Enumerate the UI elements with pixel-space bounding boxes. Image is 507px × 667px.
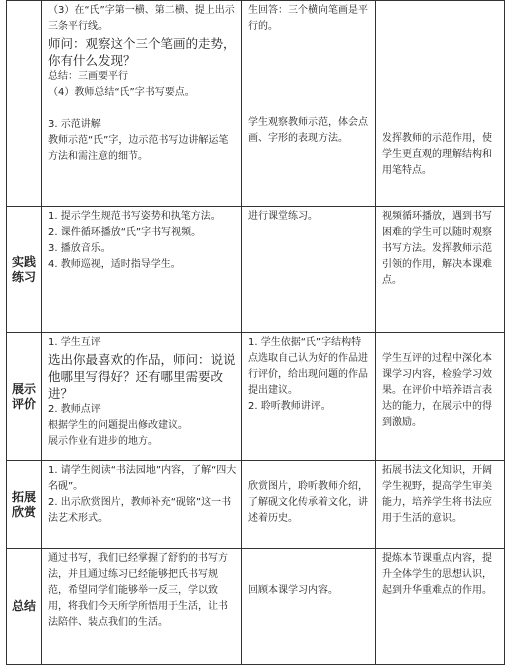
- spacer: [248, 51, 371, 67]
- stage-cell: 总结: [7, 549, 42, 665]
- student-activity-cell: [242, 549, 376, 665]
- cell-paragraph: 1. 学生依据“氏”字结构特点选取自己认为好的作品进行评价，给出现问题的作品提出建议。: [248, 337, 368, 396]
- teacher-activity-cell: [42, 549, 242, 665]
- cell-paragraph: 通过书写，我们已经掌握了舒豹的书写方法，并且通过练习已经能够把氏书写规范，希望同学们能够举一反三，学以致用，将我们今天所学所悟用于生活，让书法陪伴、装点我们的生活。: [48, 553, 228, 628]
- cell-paragraph: 教师示范“氏”字，边示范书写边讲解运笔方法和需注意的细节。: [48, 135, 229, 162]
- spacer: [248, 67, 371, 83]
- cell-paragraph: 2. 教师点评: [48, 404, 101, 415]
- cell-paragraph: 欣赏图片，聆听教师介绍，了解砚文化传承着文化，讲述着历史。: [248, 481, 368, 524]
- teacher-activity-cell: [42, 461, 242, 549]
- lesson-plan-table: [6, 0, 505, 665]
- cell-paragraph: 根据学生的问题提出修改建议。: [48, 420, 188, 431]
- spacer: [248, 35, 371, 51]
- stage-cell: 拓展 欣赏: [7, 461, 42, 549]
- spacer: [248, 463, 371, 479]
- stage-cell: [7, 1, 42, 207]
- cell-paragraph: 2. 课件循环播放“氏”字书写视频。: [48, 227, 202, 238]
- cell-paragraph: 回顾本课学习内容。: [248, 585, 338, 596]
- cell-paragraph: 2. 出示欣赏图片，教师补充“砚铭”这一书法艺术形式。: [48, 497, 232, 524]
- cell-paragraph: 2. 聆听教师讲评。: [248, 401, 331, 412]
- cell-paragraph: 展示作业有进步的地方。: [48, 436, 158, 447]
- spacer: [382, 35, 500, 51]
- cell-paragraph: 1. 请学生阅读“书法园地”内容，了解“四大名砚”。: [48, 465, 237, 492]
- cell-paragraph: 进行课堂练习。: [248, 211, 318, 222]
- cell-paragraph: 师问：观察这个三个笔画的走势，你有什么发现？: [48, 36, 236, 68]
- cell-paragraph: 1. 学生互评: [48, 337, 101, 348]
- spacer: [382, 51, 500, 67]
- cell-paragraph: 学生观察教师示范，体会点画、字形的表现方法。: [248, 117, 368, 144]
- spacer: [382, 115, 500, 131]
- table-row: [7, 549, 505, 665]
- spacer: [382, 3, 500, 19]
- design-intent-cell: [376, 207, 505, 333]
- spacer: [248, 83, 371, 99]
- cell-paragraph: 4. 教师巡视，适时指导学生。: [48, 259, 181, 270]
- student-activity-cell: [242, 461, 376, 549]
- design-intent-cell: [376, 333, 505, 461]
- cell-paragraph: 视频循环播放，遇到书写困难的学生可以随时观察书写方法。发挥教师示范引领的作用，解决本课难点。: [382, 211, 492, 286]
- stage-cell: 实践 练习: [7, 207, 42, 333]
- spacer: [248, 99, 371, 115]
- spacer: [382, 19, 500, 35]
- spacer: [382, 99, 500, 115]
- design-intent-cell: [376, 461, 505, 549]
- spacer: [248, 567, 371, 583]
- design-intent-cell: [376, 549, 505, 665]
- teacher-activity-cell: [42, 207, 242, 333]
- cell-paragraph: 生回答：三个横向笔画是平行的。: [248, 5, 368, 32]
- student-activity-cell: [242, 1, 376, 207]
- cell-paragraph: （3）在“氏”字第一横、第二横、提上出示三条平行线。: [48, 5, 235, 32]
- spacer: [382, 83, 500, 99]
- student-activity-cell: [242, 333, 376, 461]
- cell-paragraph: 拓展书法文化知识，开阔学生视野，提高学生审美能力，培养学生将书法应用于生活的意识。: [382, 465, 492, 524]
- table-row: [7, 207, 505, 333]
- cell-paragraph: 发挥教师的示范作用，使学生更直观的理解结构和用笔特点。: [382, 133, 492, 176]
- design-intent-cell: [376, 1, 505, 207]
- cell-paragraph: 3. 播放音乐。: [48, 243, 111, 254]
- table-row: [7, 1, 505, 207]
- spacer: [48, 101, 237, 117]
- lesson-plan-body: [7, 1, 505, 665]
- cell-paragraph: 3. 示范讲解: [48, 119, 101, 130]
- spacer: [382, 67, 500, 83]
- cell-paragraph: 学生互评的过程中深化本课学习内容，检验学习效果。在评价中培养语言表达的能力，在展示中的得到激励。: [382, 353, 492, 428]
- cell-paragraph: 总结：三画要平行: [48, 71, 128, 82]
- table-row: [7, 333, 505, 461]
- spacer: [382, 335, 500, 351]
- teacher-activity-cell: [42, 1, 242, 207]
- spacer: [248, 551, 371, 567]
- cell-paragraph: 选出你最喜欢的作品，师问：说说他哪里写得好？还有哪里需要改进？: [48, 352, 236, 401]
- student-activity-cell: [242, 207, 376, 333]
- cell-paragraph: （4）教师总结“氏”字书写要点。: [48, 87, 195, 98]
- table-row: [7, 461, 505, 549]
- teacher-activity-cell: [42, 333, 242, 461]
- stage-cell: 展示 评价: [7, 333, 42, 461]
- cell-paragraph: 提炼本节课重点内容，提升全体学生的思想认识，起到升华重难点的作用。: [382, 553, 492, 596]
- cell-paragraph: 1. 提示学生规范书写姿势和执笔方法。: [48, 211, 221, 222]
